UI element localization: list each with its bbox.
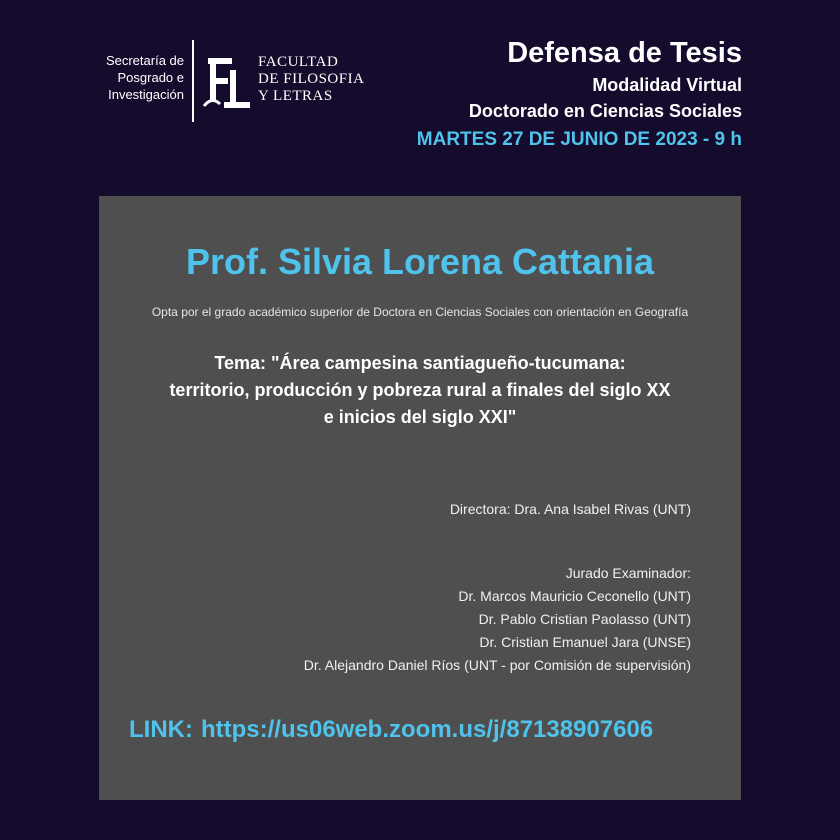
- candidate-name: Prof. Silvia Lorena Cattania: [185, 241, 655, 282]
- faculty-line-3: Y LETRAS: [258, 88, 333, 104]
- topic-line: Tema: "Área campesina santiagueño-tucumana:: [214, 353, 626, 373]
- jury-block: [304, 562, 691, 677]
- faculty-name: [258, 54, 364, 105]
- info-card: [99, 196, 741, 800]
- link-label: LINK:: [129, 716, 193, 743]
- thesis-topic: [119, 350, 721, 431]
- faculty-monogram-logo: [202, 52, 252, 110]
- event-header: [417, 34, 742, 154]
- jury-member: Dr. Cristian Emanuel Jara (UNSE): [479, 634, 691, 650]
- jury-member: Dr. Alejandro Daniel Ríos (UNT - por Comisión de supervisión): [303, 657, 691, 673]
- topic-line: territorio, producción y pobreza rural a finales del siglo XX: [169, 380, 671, 400]
- meeting-link[interactable]: https://us06web.zoom.us/j/87138907606: [200, 716, 654, 743]
- secretaria-label: [96, 52, 184, 103]
- event-program: Doctorado en Ciencias Sociales: [468, 101, 742, 121]
- jury-member: Dr. Marcos Mauricio Ceconello (UNT): [458, 588, 691, 604]
- event-title: Defensa de Tesis: [507, 37, 742, 69]
- institution-line-1: Secretaría de: [105, 53, 184, 68]
- meeting-link-row: [129, 712, 653, 748]
- event-date-time: MARTES 27 DE JUNIO DE 2023 - 9 h: [416, 129, 742, 150]
- faculty-line-1: FACULTAD: [258, 54, 339, 70]
- institution-line-2: Posgrado e: [117, 70, 184, 85]
- jury-title: Jurado Examinador:: [565, 565, 691, 581]
- logo-divider: [192, 40, 194, 122]
- faculty-line-2: DE FILOSOFIA: [258, 71, 365, 87]
- event-modality: Modalidad Virtual: [592, 75, 742, 95]
- director-info: Directora: Dra. Ana Isabel Rivas (UNT): [449, 501, 691, 517]
- degree-description: Opta por el grado académico superior de Doctora en Ciencias Sociales con orientación en Geografía: [151, 305, 689, 319]
- institution-line-3: Investigación: [108, 87, 184, 102]
- jury-member: Dr. Pablo Cristian Paolasso (UNT): [478, 611, 691, 627]
- topic-line: e inicios del siglo XXI": [323, 407, 517, 427]
- institution-logo-block: [96, 40, 396, 124]
